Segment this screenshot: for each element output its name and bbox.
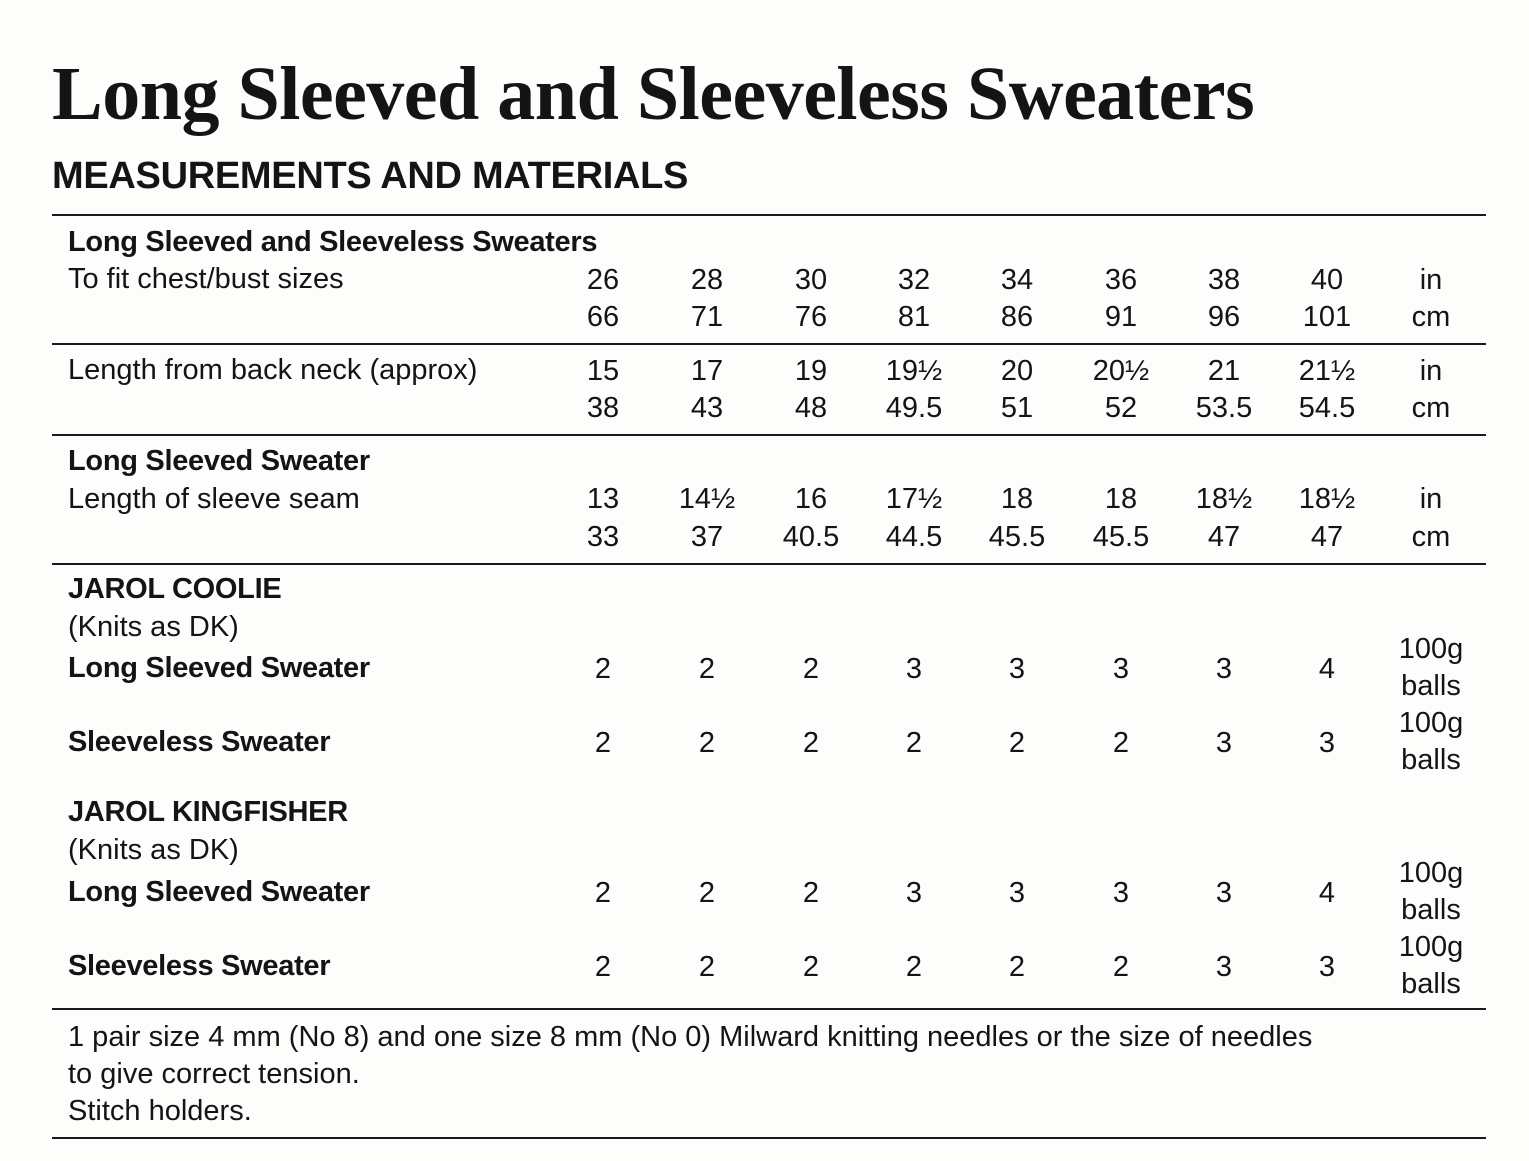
unit-100g: 100g [1398, 633, 1464, 665]
size-value-cell: 28 [690, 264, 724, 296]
size-value-cell: 3 [1215, 727, 1233, 759]
divider-rule [52, 434, 1486, 436]
unit-100g: 100g [1398, 857, 1464, 889]
size-value-cell: 14½ [678, 483, 736, 515]
size-value-cell: 19½ [885, 355, 943, 387]
size-value-cell: 2 [698, 727, 716, 759]
row-label-length: Length from back neck (approx) [68, 354, 478, 386]
row-label-long-sleeved: Long Sleeved Sweater [68, 652, 370, 684]
size-value-cell: 3 [1008, 653, 1026, 685]
size-value-cell: 21½ [1298, 355, 1356, 387]
unit-cm: cm [1411, 392, 1451, 424]
size-value-cell: 38 [586, 392, 620, 424]
unit-100g: 100g [1398, 707, 1464, 739]
size-value-cell: 81 [897, 301, 931, 333]
size-value-cell: 21 [1207, 355, 1241, 387]
unit-in: in [1419, 264, 1443, 296]
size-value-cell: 2 [1008, 951, 1026, 983]
unit-in: in [1419, 483, 1443, 515]
size-value-cell: 26 [586, 264, 620, 296]
unit-balls: balls [1401, 670, 1461, 702]
unit-cm: cm [1411, 301, 1451, 333]
row-label-chest: To fit chest/bust sizes [68, 263, 344, 295]
size-value-cell: 91 [1104, 301, 1138, 333]
size-value-cell: 20½ [1092, 355, 1150, 387]
unit-balls: balls [1401, 968, 1461, 1000]
size-value-cell: 2 [905, 951, 923, 983]
size-value-cell: 101 [1302, 301, 1352, 333]
size-value-cell: 40 [1310, 264, 1344, 296]
size-value-cell: 30 [794, 264, 828, 296]
size-value-cell: 44.5 [885, 521, 943, 553]
size-value-cell: 34 [1000, 264, 1034, 296]
size-value-cell: 3 [1215, 653, 1233, 685]
footer-tension-line: to give correct tension. [68, 1058, 360, 1090]
table-bottom-rule [52, 1137, 1486, 1139]
size-value-cell: 2 [698, 951, 716, 983]
size-value-cell: 2 [594, 727, 612, 759]
size-value-cell: 2 [1008, 727, 1026, 759]
size-value-cell: 2 [1112, 727, 1130, 759]
size-value-cell: 18½ [1298, 483, 1356, 515]
section-heading: Long Sleeved Sweater [68, 445, 370, 477]
yarn-name: JAROL COOLIE [68, 573, 282, 605]
size-value-cell: 4 [1318, 653, 1336, 685]
size-value-cell: 4 [1318, 877, 1336, 909]
row-label-sleeveless: Sleeveless Sweater [68, 950, 331, 982]
size-value-cell: 3 [1318, 727, 1336, 759]
size-value-cell: 2 [802, 951, 820, 983]
size-value-cell: 52 [1104, 392, 1138, 424]
yarn-name: JAROL KINGFISHER [68, 796, 348, 828]
size-value-cell: 3 [1215, 877, 1233, 909]
footer-needles-line: 1 pair size 4 mm (No 8) and one size 8 mm (No 0) Milward knitting needles or the size of needles [68, 1021, 1313, 1053]
size-value-cell: 47 [1310, 521, 1344, 553]
size-value-cell: 17 [690, 355, 724, 387]
divider-rule [52, 343, 1486, 345]
size-value-cell: 51 [1000, 392, 1034, 424]
size-value-cell: 2 [698, 653, 716, 685]
size-value-cell: 3 [1112, 877, 1130, 909]
size-value-cell: 16 [794, 483, 828, 515]
size-value-cell: 38 [1207, 264, 1241, 296]
size-value-cell: 2 [802, 653, 820, 685]
size-value-cell: 3 [1318, 951, 1336, 983]
size-value-cell: 36 [1104, 264, 1138, 296]
size-value-cell: 45.5 [988, 521, 1046, 553]
size-value-cell: 3 [905, 877, 923, 909]
size-value-cell: 37 [690, 521, 724, 553]
size-value-cell: 18 [1000, 483, 1034, 515]
size-value-cell: 3 [1112, 653, 1130, 685]
size-value-cell: 86 [1000, 301, 1034, 333]
page-title: Long Sleeved and Sleeveless Sweaters [52, 52, 1255, 136]
row-label-sleeve: Length of sleeve seam [68, 483, 360, 515]
size-value-cell: 19 [794, 355, 828, 387]
size-value-cell: 2 [594, 951, 612, 983]
row-label-sleeveless: Sleeveless Sweater [68, 726, 331, 758]
table-top-rule [52, 214, 1486, 216]
size-value-cell: 3 [905, 653, 923, 685]
divider-rule [52, 563, 1486, 565]
size-value-cell: 3 [1008, 877, 1026, 909]
section-subtitle: MEASUREMENTS AND MATERIALS [52, 155, 689, 197]
size-value-cell: 3 [1215, 951, 1233, 983]
size-value-cell: 2 [802, 877, 820, 909]
unit-balls: balls [1401, 894, 1461, 926]
size-value-cell: 53.5 [1195, 392, 1253, 424]
size-value-cell: 18½ [1195, 483, 1253, 515]
size-value-cell: 13 [586, 483, 620, 515]
size-value-cell: 96 [1207, 301, 1241, 333]
size-value-cell: 15 [586, 355, 620, 387]
size-value-cell: 76 [794, 301, 828, 333]
yarn-note: (Knits as DK) [68, 834, 239, 866]
size-value-cell: 2 [594, 653, 612, 685]
size-value-cell: 18 [1104, 483, 1138, 515]
size-value-cell: 2 [802, 727, 820, 759]
size-value-cell: 43 [690, 392, 724, 424]
unit-100g: 100g [1398, 931, 1464, 963]
size-value-cell: 17½ [885, 483, 943, 515]
size-value-cell: 20 [1000, 355, 1034, 387]
unit-in: in [1419, 355, 1443, 387]
size-value-cell: 2 [594, 877, 612, 909]
footer-holders-line: Stitch holders. [68, 1095, 252, 1127]
size-value-cell: 71 [690, 301, 724, 333]
yarn-note: (Knits as DK) [68, 611, 239, 643]
size-value-cell: 40.5 [782, 521, 840, 553]
unit-cm: cm [1411, 521, 1451, 553]
divider-rule [52, 1008, 1486, 1010]
size-value-cell: 2 [1112, 951, 1130, 983]
size-value-cell: 32 [897, 264, 931, 296]
size-value-cell: 47 [1207, 521, 1241, 553]
size-value-cell: 2 [698, 877, 716, 909]
size-value-cell: 49.5 [885, 392, 943, 424]
size-value-cell: 33 [586, 521, 620, 553]
size-value-cell: 66 [586, 301, 620, 333]
row-label-long-sleeved: Long Sleeved Sweater [68, 876, 370, 908]
unit-balls: balls [1401, 744, 1461, 776]
size-value-cell: 54.5 [1298, 392, 1356, 424]
size-value-cell: 2 [905, 727, 923, 759]
size-value-cell: 45.5 [1092, 521, 1150, 553]
size-value-cell: 48 [794, 392, 828, 424]
section-heading: Long Sleeved and Sleeveless Sweaters [68, 226, 598, 258]
